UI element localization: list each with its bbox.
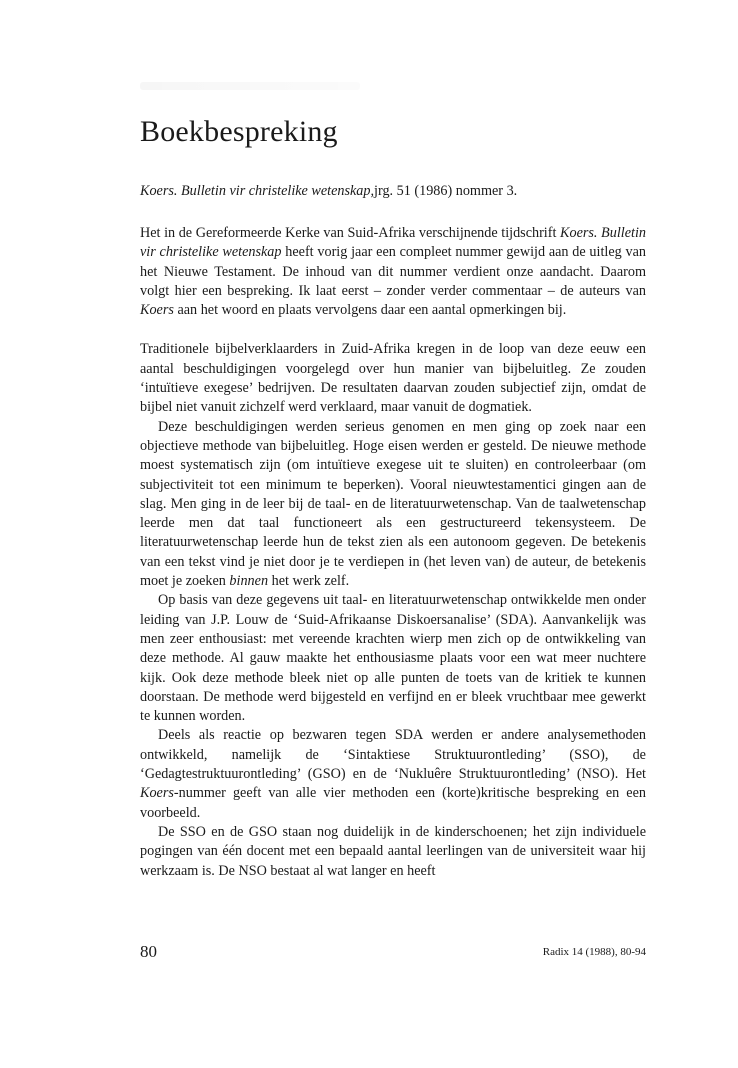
journal-name-italic: Koers [140, 785, 174, 802]
emphasis-italic: binnen [229, 573, 269, 590]
text-run: aan het woord en plaats vervolgens daar een aantal opmerkingen bij. [173, 302, 567, 319]
journal-details: jrg. 51 (1986) nommer 3. [374, 183, 518, 199]
text-run: het werk zelf. [268, 573, 350, 590]
journal-name-italic: Koers. Bulletin vir christelike wetenskap [140, 225, 646, 261]
paragraph-objective-method [140, 418, 646, 592]
paragraph-other-methods [140, 726, 646, 822]
text-run: -nummer geeft van alle vier methoden een (korte)kritische bespreking en een voorbeeld. [140, 785, 646, 821]
text-run: Deels als reactie op bezwaren tegen SDA werden er andere analysemethoden ontwikkeld, namelijk de ‘Sintaktiese Struktuurontleding’ (SSO), de ‘Gedagtestruktuurontleding’ (GSO) en de ‘Nukluêre Struktuurontleding’ (NSO). Het [140, 727, 646, 783]
paragraph-intro [140, 224, 646, 320]
text-run: Deze beschuldigingen werden serieus genomen en men ging op zoek naar een objectieve methode van bijbeluitleg. Hoge eisen werden er gesteld. De nieuwe methode moest systematisch zijn (om intuïtieve exegese uit te sluiten) en controleerbaar (om subjectiviteit tot een minimum te beperken). Vooral nieuwtestamentici gingen aan de slag. Men ging in de leer bij de taal- en de literatuurwetenschap. Van de taalwetenschap leerde men dat taal functioneert als een gestructureerd tekensysteem. De literatuurwetenschap leerde hun de tekst zien als een autonoom gegeven. De betekenis van een tekst vind je niet door je te verdiepen in (het leven van) de auteur, de betekenis moet je zoeken [140, 418, 646, 590]
journal-name-italic: Koers [140, 302, 174, 319]
paragraph-sso-gso: De SSO en de GSO staan nog duidelijk in de kinderschoenen; het zijn individuele pogingen van één docent met een bepaald aantal leerlingen van de universiteit waar hij werkzaam is. De NSO bestaat al wat langer en heeft [140, 823, 646, 879]
paragraph-traditional-exegesis: Traditionele bijbelverklaarders in Zuid-Afrika kregen in de loop van deze eeuw een aantal beschuldigingen voorgelegd over hun manier van bijbeluitleg. Ze zouden ‘intuïtieve exegese’ bedrijven. De resultaten daarvan zouden subjectief zijn, omdat de bijbel niet vanuit zichzelf werd verklaard, maar vanuit de dogmatiek. [140, 341, 646, 416]
journal-citation: Radix 14 (1988), 80-94 [542, 946, 646, 958]
journal-name: Koers. Bulletin vir christelike wetenskap, [140, 183, 375, 199]
text-run: heeft vorig jaar een compleet nummer gewijd aan de uitleg van het Nieuwe Testament. De inhoud van dit nummer verdient onze aandacht. Daarom volgt hier een bespreking. Ik laat eerst – zonder verder commentaar – de auteurs van [140, 244, 647, 299]
faint-bleed-through-line [140, 82, 360, 90]
page-footer [140, 942, 646, 966]
article-body [140, 224, 646, 881]
text-run: Het in de Gereformeerde Kerke van Suid-Afrika verschijnende tijdschrift [140, 225, 561, 241]
page-title: Boekbespreking [140, 115, 338, 148]
paragraph-sda: Op basis van deze gegevens uit taal- en literatuurwetenschap ontwikkelde men onder leiding van J.P. Louw de ‘Suid-Afrikaanse Diskoersanalise’ (SDA). Aanvankelijk was men zeer enthousiast: met vereende krachten wierp men zich op de ontwikkeling van deze methode. Al gauw maakte het enthousiasme plaats voor een wat meer nuchtere kijk. Ook deze methode bleek niet op alle punten de toets van de kritiek te kunnen doorstaan. De methode werd bijgesteld en verfijnd en er bleek vruchtbaar mee gewerkt te kunnen worden. [140, 592, 646, 725]
source-reference [140, 181, 517, 201]
page-number: 80 [140, 942, 157, 961]
